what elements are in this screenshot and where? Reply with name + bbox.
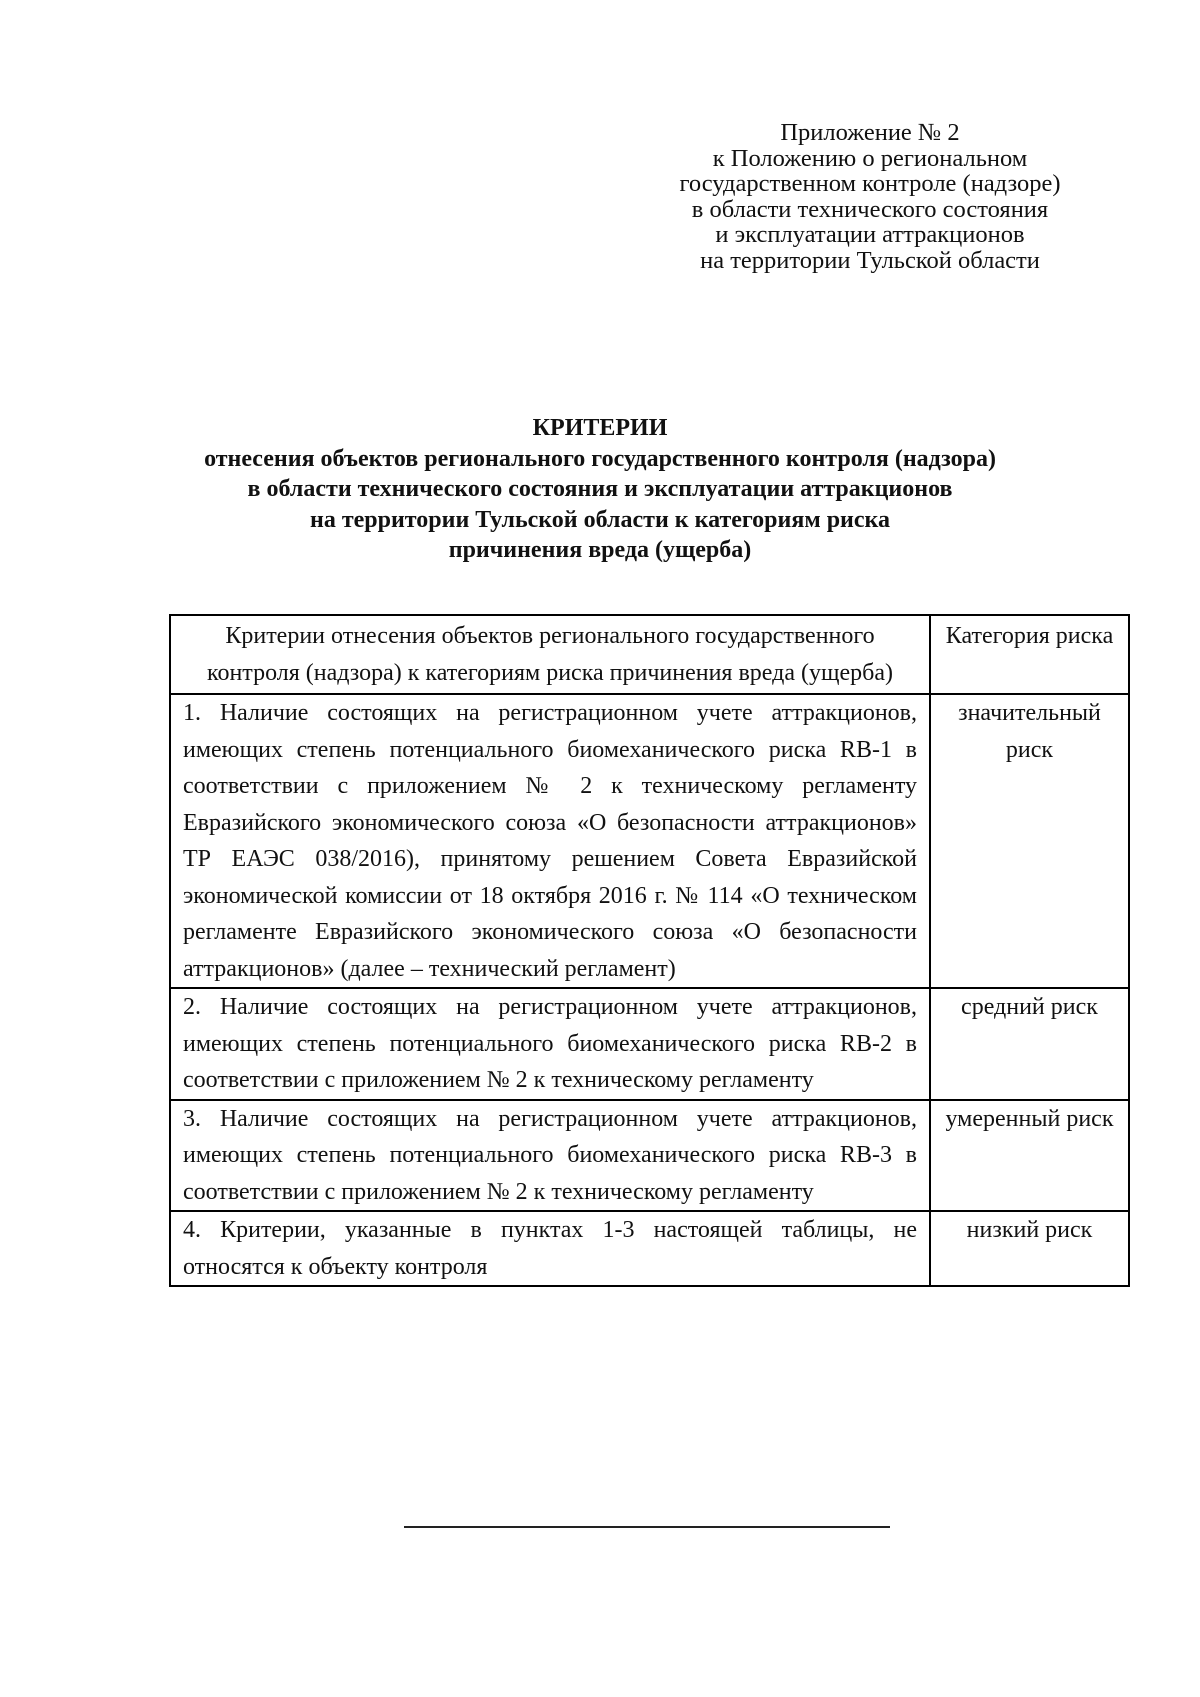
title-line: отнесения объектов регионального государственного контроля (надзора)	[204, 445, 996, 472]
category-cell: значительный риск	[930, 694, 1129, 988]
criteria-cell: 3. Наличие состоящих на регистрационном учете аттракционов, имеющих степень потенциального биомеханического риска RB-3 в соответствии с приложением № 2 к техническому регламенту	[170, 1100, 930, 1212]
header-criteria: Критерии отнесения объектов регионального государственного контроля (надзора) к категориям риска причинения вреда (ущерба)	[170, 615, 930, 694]
title-heading: КРИТЕРИИ	[532, 415, 668, 441]
appendix-line: государственном контроле (надзоре)	[679, 170, 1061, 197]
title-line: в области технического состояния и эксплуатации аттракционов	[247, 476, 953, 502]
category-cell: умеренный риск	[930, 1100, 1129, 1212]
table-row	[170, 988, 1129, 1100]
category-cell: средний риск	[930, 988, 1129, 1100]
appendix-line: к Положению о региональном	[712, 144, 1028, 172]
appendix-header	[620, 120, 1120, 273]
appendix-line: и эксплуатации аттракционов	[715, 221, 1025, 248]
title-line: на территории Тульской области к категориям риска	[310, 506, 890, 533]
header-category: Категория риска	[930, 615, 1129, 694]
document-title	[150, 413, 1050, 566]
appendix-line: в области технического состояния	[691, 195, 1049, 223]
table-row	[170, 1211, 1129, 1286]
title-line: причинения вреда (ущерба)	[448, 537, 752, 563]
table-row	[170, 1100, 1129, 1212]
criteria-cell: 2. Наличие состоящих на регистрационном учете аттракционов, имеющих степень потенциального биомеханического риска RB-2 в соответствии с приложением № 2 к техническому регламенту	[170, 988, 930, 1100]
table-row	[170, 694, 1129, 988]
criteria-cell: 4. Критерии, указанные в пунктах 1-3 настоящей таблицы, не относятся к объекту контроля	[170, 1211, 930, 1286]
criteria-table	[169, 614, 1130, 1287]
category-cell: низкий риск	[930, 1211, 1129, 1286]
appendix-line: на территории Тульской области	[700, 246, 1040, 274]
appendix-line: Приложение № 2	[780, 119, 960, 146]
closing-divider	[404, 1526, 890, 1528]
criteria-cell: 1. Наличие состоящих на регистрационном учете аттракционов, имеющих степень потенциального биомеханического риска RB-1 в соответствии с приложением № 2 к техническому регламенту Евразийского экономического союза «О безопасности аттракционов» ТР ЕАЭС 038/2016), принятому решением Совета Евразийской экономической комиссии от 18 октября 2016 г. № 114 «О техническом регламенте Евразийского экономического союза «О безопасности аттракционов» (далее – технический регламент)	[170, 694, 930, 988]
table-header-row	[170, 615, 1129, 694]
